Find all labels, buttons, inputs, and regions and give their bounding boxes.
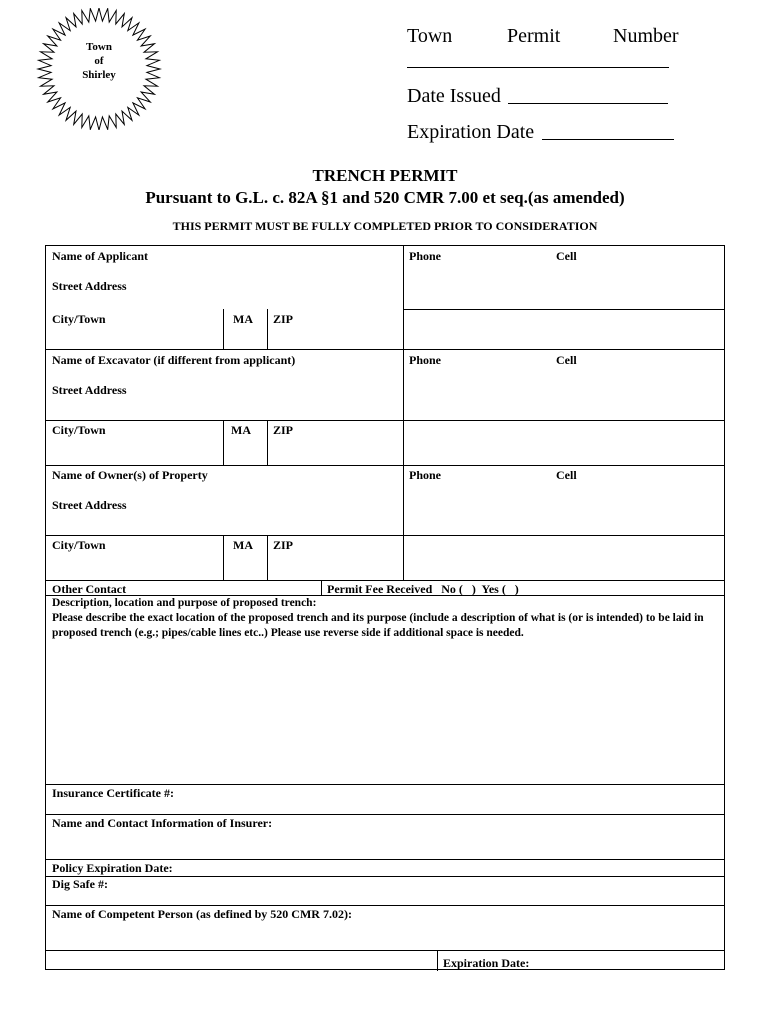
seal-line-shirley: Shirley bbox=[82, 69, 116, 81]
divider bbox=[403, 309, 725, 310]
permit-label: Permit bbox=[507, 25, 561, 47]
permit-subtitle: Pursuant to G.L. c. 82A §1 and 520 CMR 7.00 et seq.(as amended) bbox=[145, 188, 625, 207]
policy-expiration-label: Policy Expiration Date: bbox=[52, 861, 173, 875]
excavator-city-label: City/Town bbox=[52, 423, 106, 437]
owner-state-label: MA bbox=[233, 538, 253, 552]
divider bbox=[46, 905, 725, 906]
divider bbox=[267, 309, 268, 349]
divider bbox=[46, 950, 725, 951]
excavator-street-label: Street Address bbox=[52, 383, 127, 397]
description-heading: Description, location and purpose of proposed trench: bbox=[52, 597, 317, 609]
insurer-label: Name and Contact Information of Insurer: bbox=[52, 816, 273, 830]
other-contact-label: Other Contact bbox=[52, 582, 127, 596]
applicant-state-label: MA bbox=[233, 312, 253, 326]
divider bbox=[46, 465, 725, 466]
owner-zip-label: ZIP bbox=[273, 538, 294, 552]
insurance-certificate-label: Insurance Certificate #: bbox=[52, 786, 174, 800]
dig-safe-label: Dig Safe #: bbox=[52, 877, 108, 891]
divider bbox=[267, 420, 268, 465]
applicant-street-label: Street Address bbox=[52, 279, 127, 293]
seal-text bbox=[34, 40, 164, 82]
divider bbox=[46, 859, 725, 860]
divider bbox=[46, 535, 725, 536]
owner-street-label: Street Address bbox=[52, 498, 127, 512]
description-instructions: Please describe the exact location of the proposed trench and its purpose (include a description of what is (or is intended) to be laid in proposed trench (e.g.; pipes/cable lines etc..) Please use reverse side if additional space is needed. bbox=[52, 612, 704, 639]
description-section bbox=[52, 596, 720, 641]
applicant-name-label: Name of Applicant bbox=[52, 249, 148, 263]
divider bbox=[46, 420, 725, 421]
divider bbox=[46, 349, 725, 350]
divider bbox=[46, 814, 725, 815]
divider bbox=[321, 580, 322, 595]
divider bbox=[46, 876, 725, 877]
seal-line-of: of bbox=[94, 55, 104, 67]
permit-title: TRENCH PERMIT bbox=[312, 166, 458, 185]
excavator-cell-label: Cell bbox=[556, 353, 577, 367]
divider bbox=[267, 535, 268, 580]
competent-person-label: Name of Competent Person (as defined by 520 CMR 7.02): bbox=[52, 907, 352, 921]
divider bbox=[403, 246, 404, 580]
excavator-name-label: Name of Excavator (if different from applicant) bbox=[52, 353, 296, 367]
owner-phone-label: Phone bbox=[409, 468, 442, 482]
expiration-date-bottom-label: Expiration Date: bbox=[443, 956, 530, 970]
excavator-zip-label: ZIP bbox=[273, 423, 294, 437]
divider bbox=[223, 309, 224, 349]
date-issued-label: Date Issued bbox=[407, 85, 501, 107]
owner-city-label: City/Town bbox=[52, 538, 106, 552]
applicant-city-label: City/Town bbox=[52, 312, 106, 326]
number-label: Number bbox=[613, 25, 679, 47]
divider bbox=[223, 535, 224, 580]
date-issued-field[interactable] bbox=[508, 103, 668, 104]
seal-line-town: Town bbox=[86, 41, 112, 53]
excavator-phone-label: Phone bbox=[409, 353, 442, 367]
applicant-zip-label: ZIP bbox=[273, 312, 294, 326]
expiration-date-field[interactable] bbox=[542, 139, 674, 140]
expiration-date-label: Expiration Date bbox=[407, 121, 535, 143]
owner-name-label: Name of Owner(s) of Property bbox=[52, 468, 208, 482]
town-label: Town bbox=[407, 25, 453, 47]
permit-fee-label: Permit Fee Received No ( ) Yes ( ) bbox=[327, 582, 519, 596]
permit-form bbox=[45, 245, 725, 970]
completion-notice: THIS PERMIT MUST BE FULLY COMPLETED PRIOR TO CONSIDERATION bbox=[172, 219, 598, 233]
excavator-state-label: MA bbox=[231, 423, 251, 437]
owner-cell-label: Cell bbox=[556, 468, 577, 482]
applicant-cell-label: Cell bbox=[556, 249, 577, 263]
applicant-phone-label: Phone bbox=[409, 249, 442, 263]
divider bbox=[46, 580, 725, 581]
divider bbox=[437, 950, 438, 971]
permit-number-field[interactable] bbox=[407, 67, 669, 68]
divider bbox=[223, 420, 224, 465]
divider bbox=[46, 784, 725, 785]
